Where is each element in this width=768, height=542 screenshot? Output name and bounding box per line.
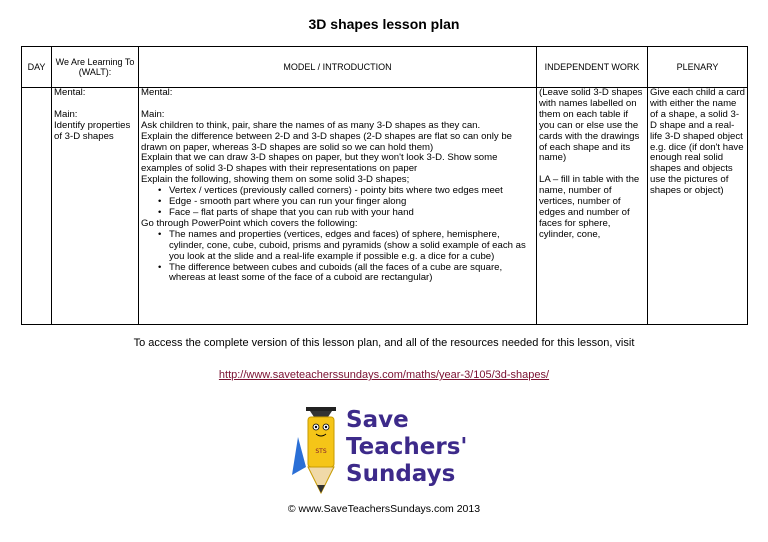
logo-line: Save xyxy=(346,407,409,433)
list-item: • Face – flat parts of shape that you can rub with your hand xyxy=(169,208,534,219)
intro-paragraph: Explain the difference between 2-D and 3-D shapes (2-D shapes are flat so can only be drawn on paper, whereas 3-D shapes are solid so we can hold them) xyxy=(141,130,512,153)
list-item: • Edge - smooth part where you can run your finger along xyxy=(169,197,534,208)
header-day: DAY xyxy=(22,47,52,88)
plenary-cell: Give each child a card with either the name of a shape, a solid 3-D shape and a real-life 3-D shaped object e.g. dice (if don't have enough real solid shapes and objects use the pictures of shapes or object) xyxy=(648,88,748,325)
save-teachers-sundays-logo xyxy=(288,403,508,499)
logo-line: Teachers' xyxy=(346,434,468,460)
table-header-row xyxy=(22,47,748,88)
intro-spacer xyxy=(141,99,534,110)
resource-link[interactable]: http://www.saveteacherssundays.com/maths/year-3/105/3d-shapes/ xyxy=(218,369,550,381)
powerpoint-list xyxy=(141,230,534,285)
list-item: • Vertex / vertices (previously called corners) - pointy bits where two edges meet xyxy=(169,186,534,197)
access-note: To access the complete version of this lesson plan, and all of the resources needed for this lesson, visit xyxy=(133,337,635,349)
pencil-badge-text: STS xyxy=(315,448,327,455)
intro-paragraph: Explain the following, showing them on some solid 3-D shapes; xyxy=(141,174,410,186)
intro-paragraph: Ask children to think, pair, share the names of as many 3-D shapes as they can. xyxy=(141,119,481,131)
logo-wordmark xyxy=(346,407,467,488)
intro-paragraph: Explain that we can draw 3-D shapes on paper, but they won't look 3-D. Show some examples of solid 3-D shapes with their representations on paper xyxy=(141,152,498,175)
table-row xyxy=(22,88,748,325)
day-cell xyxy=(22,88,52,325)
copyright-notice: © www.SaveTeachersSundays.com 2013 xyxy=(287,503,481,515)
pencil-mascot-icon xyxy=(288,403,348,499)
walt-cell: Mental: Main: Identify properties of 3-D shapes xyxy=(52,88,139,325)
header-walt: We Are Learning To (WALT): xyxy=(52,47,139,88)
logo-line: Sundays xyxy=(346,461,456,487)
lesson-plan-table xyxy=(21,46,748,325)
header-independent-work: INDEPENDENT WORK xyxy=(537,47,648,88)
vocabulary-list xyxy=(141,186,534,219)
intro-paragraph: Go through PowerPoint which covers the following: xyxy=(141,217,358,229)
intro-mental: Mental: xyxy=(141,87,173,98)
list-item: • The names and properties (vertices, edges and faces) of sphere, hemisphere, cylinder, cone, cube, cuboid, prisms and pyramids (show a solid example of each as you look at the slide and a real-life example if possible e.g. a dice for a cube) xyxy=(169,230,534,263)
header-model-introduction: MODEL / INTRODUCTION xyxy=(139,47,537,88)
intro-main: Main: xyxy=(141,108,165,120)
header-plenary: PLENARY xyxy=(648,47,748,88)
list-item: • The difference between cubes and cuboids (all the faces of a cube are square, whereas at least some of the face of a cuboid are rectangular) xyxy=(169,263,534,285)
model-introduction-cell xyxy=(139,88,537,325)
independent-work-cell: (Leave solid 3-D shapes with names labelled on them on each table if you can or else use the cards with the drawings of each shape and its name) LA – fill in table with the name, number of vertices, number of edges and number of faces for sphere, cylinder, cone, xyxy=(537,88,648,325)
page-title: 3D shapes lesson plan xyxy=(308,16,460,32)
